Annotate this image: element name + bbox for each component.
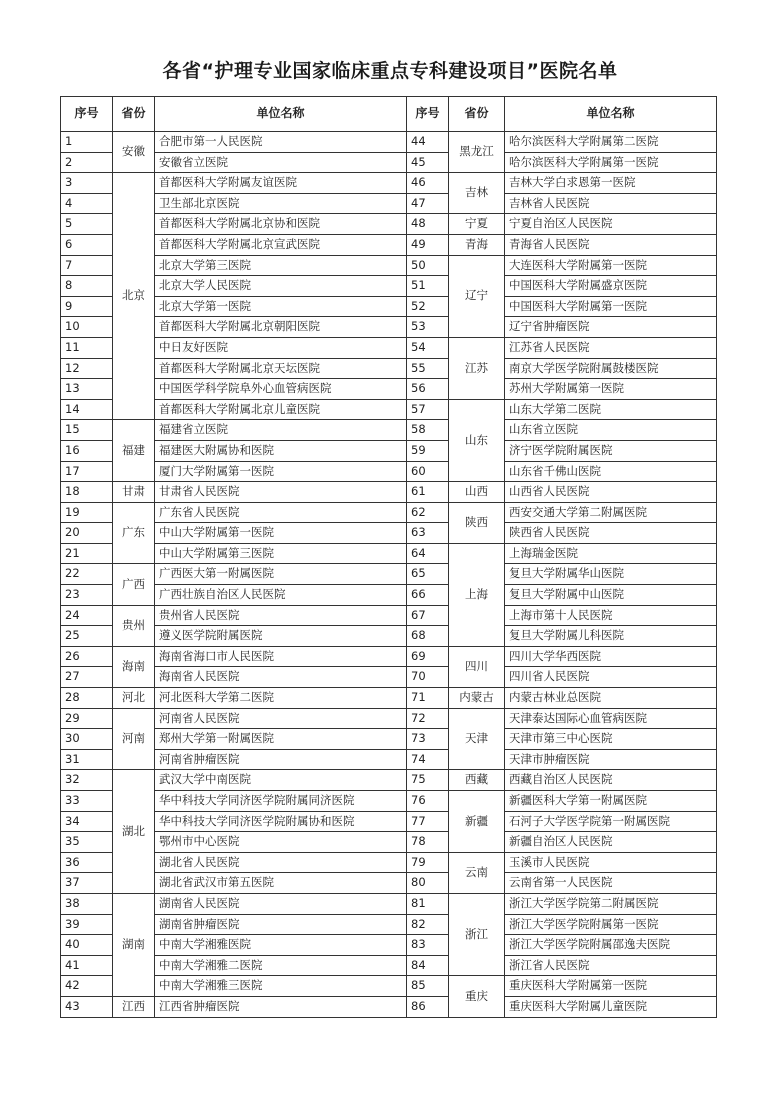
hospital-name: 甘肃省人民医院 xyxy=(155,482,407,503)
row-number: 3 xyxy=(61,173,113,194)
row-number: 4 xyxy=(61,193,113,214)
hospital-name: 复旦大学附属中山医院 xyxy=(505,585,717,606)
row-number: 22 xyxy=(61,564,113,585)
hospital-name: 天津泰达国际心血管病医院 xyxy=(505,708,717,729)
province-cell: 海南 xyxy=(113,646,155,687)
row-number: 6 xyxy=(61,234,113,255)
row-number: 56 xyxy=(407,379,449,400)
row-number: 12 xyxy=(61,358,113,379)
row-number: 14 xyxy=(61,399,113,420)
hospital-name: 湖南省人民医院 xyxy=(155,893,407,914)
row-number: 86 xyxy=(407,996,449,1017)
row-number: 31 xyxy=(61,749,113,770)
hospital-name: 济宁医学院附属医院 xyxy=(505,440,717,461)
province-cell: 天津 xyxy=(449,708,505,770)
hospital-name: 海南省海口市人民医院 xyxy=(155,646,407,667)
table-row xyxy=(61,543,717,564)
hospital-name: 吉林大学白求恩第一医院 xyxy=(505,173,717,194)
hospital-name: 辽宁省肿瘤医院 xyxy=(505,317,717,338)
province-cell: 湖北 xyxy=(113,770,155,894)
hospital-name: 天津市第三中心医院 xyxy=(505,729,717,750)
table-row xyxy=(61,440,717,461)
hospital-name: 安徽省立医院 xyxy=(155,152,407,173)
row-number: 65 xyxy=(407,564,449,585)
table-row xyxy=(61,749,717,770)
hospital-name: 吉林省人民医院 xyxy=(505,193,717,214)
row-number: 66 xyxy=(407,585,449,606)
hospital-name: 哈尔滨医科大学附属第二医院 xyxy=(505,132,717,153)
row-number: 21 xyxy=(61,543,113,564)
hospital-name: 中国医科大学附属盛京医院 xyxy=(505,276,717,297)
hospital-name: 北京大学第三医院 xyxy=(155,255,407,276)
row-number: 63 xyxy=(407,523,449,544)
hospital-name: 中南大学湘雅三医院 xyxy=(155,976,407,997)
row-number: 58 xyxy=(407,420,449,441)
hospital-name: 重庆医科大学附属儿童医院 xyxy=(505,996,717,1017)
row-number: 54 xyxy=(407,337,449,358)
row-number: 67 xyxy=(407,605,449,626)
table-row xyxy=(61,399,717,420)
row-number: 84 xyxy=(407,955,449,976)
hospital-name: 上海瑞金医院 xyxy=(505,543,717,564)
province-cell: 江苏 xyxy=(449,337,505,399)
table-row xyxy=(61,688,717,709)
row-number: 78 xyxy=(407,832,449,853)
table-row xyxy=(61,296,717,317)
table-row xyxy=(61,605,717,626)
hospital-name: 山东省千佛山医院 xyxy=(505,461,717,482)
table-row xyxy=(61,379,717,400)
hospital-name: 南京大学医学院附属鼓楼医院 xyxy=(505,358,717,379)
province-cell: 辽宁 xyxy=(449,255,505,337)
table-row xyxy=(61,482,717,503)
province-cell: 湖南 xyxy=(113,893,155,996)
province-cell: 内蒙古 xyxy=(449,688,505,709)
hospital-name: 首都医科大学附属北京儿童医院 xyxy=(155,399,407,420)
table-row xyxy=(61,893,717,914)
row-number: 60 xyxy=(407,461,449,482)
province-cell: 青海 xyxy=(449,234,505,255)
hospital-name: 广西壮族自治区人民医院 xyxy=(155,585,407,606)
header-name-left: 单位名称 xyxy=(155,97,407,132)
table-row xyxy=(61,358,717,379)
row-number: 44 xyxy=(407,132,449,153)
table-row xyxy=(61,214,717,235)
row-number: 46 xyxy=(407,173,449,194)
row-number: 45 xyxy=(407,152,449,173)
hospital-name: 贵州省人民医院 xyxy=(155,605,407,626)
row-number: 64 xyxy=(407,543,449,564)
header-name-right: 单位名称 xyxy=(505,97,717,132)
header-num-left: 序号 xyxy=(61,97,113,132)
table-row xyxy=(61,420,717,441)
row-number: 42 xyxy=(61,976,113,997)
table-row xyxy=(61,276,717,297)
header-province-left: 省份 xyxy=(113,97,155,132)
row-number: 83 xyxy=(407,935,449,956)
row-number: 71 xyxy=(407,688,449,709)
province-cell: 山东 xyxy=(449,399,505,481)
table-row xyxy=(61,193,717,214)
province-cell: 河南 xyxy=(113,708,155,770)
row-number: 15 xyxy=(61,420,113,441)
table-row xyxy=(61,626,717,647)
hospital-name: 青海省人民医院 xyxy=(505,234,717,255)
hospital-name: 中国医学科学院阜外心血管病医院 xyxy=(155,379,407,400)
table-row xyxy=(61,523,717,544)
hospital-name: 大连医科大学附属第一医院 xyxy=(505,255,717,276)
table-row xyxy=(61,708,717,729)
table-row xyxy=(61,832,717,853)
row-number: 13 xyxy=(61,379,113,400)
row-number: 35 xyxy=(61,832,113,853)
hospital-name: 新疆自治区人民医院 xyxy=(505,832,717,853)
row-number: 9 xyxy=(61,296,113,317)
row-number: 29 xyxy=(61,708,113,729)
province-cell: 福建 xyxy=(113,420,155,482)
province-cell: 江西 xyxy=(113,996,155,1017)
row-number: 24 xyxy=(61,605,113,626)
row-number: 39 xyxy=(61,914,113,935)
row-number: 69 xyxy=(407,646,449,667)
row-number: 81 xyxy=(407,893,449,914)
hospital-name: 复旦大学附属儿科医院 xyxy=(505,626,717,647)
hospital-name: 浙江大学医学院附属邵逸夫医院 xyxy=(505,935,717,956)
province-cell: 新疆 xyxy=(449,791,505,853)
hospital-name: 宁夏自治区人民医院 xyxy=(505,214,717,235)
hospital-table xyxy=(60,96,717,1018)
hospital-name: 四川省人民医院 xyxy=(505,667,717,688)
row-number: 19 xyxy=(61,502,113,523)
row-number: 48 xyxy=(407,214,449,235)
hospital-name: 福建医大附属协和医院 xyxy=(155,440,407,461)
row-number: 16 xyxy=(61,440,113,461)
row-number: 53 xyxy=(407,317,449,338)
hospital-name: 华中科技大学同济医学院附属协和医院 xyxy=(155,811,407,832)
hospital-name: 江苏省人民医院 xyxy=(505,337,717,358)
table-row xyxy=(61,564,717,585)
row-number: 62 xyxy=(407,502,449,523)
row-number: 30 xyxy=(61,729,113,750)
hospital-name: 首都医科大学附属北京协和医院 xyxy=(155,214,407,235)
province-cell: 云南 xyxy=(449,852,505,893)
hospital-name: 江西省肿瘤医院 xyxy=(155,996,407,1017)
row-number: 82 xyxy=(407,914,449,935)
hospital-name: 广东省人民医院 xyxy=(155,502,407,523)
hospital-name: 湖北省武汉市第五医院 xyxy=(155,873,407,894)
table-body xyxy=(61,132,717,1018)
row-number: 1 xyxy=(61,132,113,153)
hospital-name: 哈尔滨医科大学附属第一医院 xyxy=(505,152,717,173)
hospital-name: 福建省立医院 xyxy=(155,420,407,441)
row-number: 59 xyxy=(407,440,449,461)
row-number: 61 xyxy=(407,482,449,503)
hospital-name: 湖北省人民医院 xyxy=(155,852,407,873)
row-number: 5 xyxy=(61,214,113,235)
province-cell: 重庆 xyxy=(449,976,505,1017)
table-row xyxy=(61,873,717,894)
province-cell: 甘肃 xyxy=(113,482,155,503)
province-cell: 上海 xyxy=(449,543,505,646)
province-cell: 河北 xyxy=(113,688,155,709)
hospital-name: 华中科技大学同济医学院附属同济医院 xyxy=(155,791,407,812)
row-number: 23 xyxy=(61,585,113,606)
table-row xyxy=(61,585,717,606)
hospital-name: 合肥市第一人民医院 xyxy=(155,132,407,153)
province-cell: 安徽 xyxy=(113,132,155,173)
province-cell: 宁夏 xyxy=(449,214,505,235)
row-number: 33 xyxy=(61,791,113,812)
table-row xyxy=(61,811,717,832)
row-number: 38 xyxy=(61,893,113,914)
province-cell: 陕西 xyxy=(449,502,505,543)
row-number: 18 xyxy=(61,482,113,503)
hospital-name: 遵义医学院附属医院 xyxy=(155,626,407,647)
hospital-name: 云南省第一人民医院 xyxy=(505,873,717,894)
row-number: 20 xyxy=(61,523,113,544)
table-row xyxy=(61,791,717,812)
row-number: 72 xyxy=(407,708,449,729)
hospital-name: 中南大学湘雅二医院 xyxy=(155,955,407,976)
row-number: 85 xyxy=(407,976,449,997)
row-number: 50 xyxy=(407,255,449,276)
hospital-name: 山东省立医院 xyxy=(505,420,717,441)
page-title: 各省“护理专业国家临床重点专科建设项目”医院名单 xyxy=(162,60,618,82)
row-number: 37 xyxy=(61,873,113,894)
hospital-name: 中南大学湘雅医院 xyxy=(155,935,407,956)
table-row xyxy=(61,955,717,976)
hospital-name: 湖南省肿瘤医院 xyxy=(155,914,407,935)
table-row xyxy=(61,729,717,750)
hospital-name: 浙江省人民医院 xyxy=(505,955,717,976)
table-row xyxy=(61,502,717,523)
hospital-name: 卫生部北京医院 xyxy=(155,193,407,214)
row-number: 52 xyxy=(407,296,449,317)
row-number: 10 xyxy=(61,317,113,338)
table-row xyxy=(61,976,717,997)
hospital-name: 复旦大学附属华山医院 xyxy=(505,564,717,585)
row-number: 27 xyxy=(61,667,113,688)
hospital-name: 中山大学附属第三医院 xyxy=(155,543,407,564)
hospital-name: 四川大学华西医院 xyxy=(505,646,717,667)
hospital-name: 河南省肿瘤医院 xyxy=(155,749,407,770)
row-number: 25 xyxy=(61,626,113,647)
province-cell: 黑龙江 xyxy=(449,132,505,173)
row-number: 68 xyxy=(407,626,449,647)
header-province-right: 省份 xyxy=(449,97,505,132)
province-cell: 山西 xyxy=(449,482,505,503)
province-cell: 贵州 xyxy=(113,605,155,646)
hospital-name: 浙江大学医学院第二附属医院 xyxy=(505,893,717,914)
table-row xyxy=(61,996,717,1017)
hospital-name: 玉溪市人民医院 xyxy=(505,852,717,873)
row-number: 11 xyxy=(61,337,113,358)
hospital-name: 海南省人民医院 xyxy=(155,667,407,688)
hospital-name: 上海市第十人民医院 xyxy=(505,605,717,626)
row-number: 17 xyxy=(61,461,113,482)
table-row xyxy=(61,852,717,873)
hospital-name: 中国医科大学附属第一医院 xyxy=(505,296,717,317)
hospital-name: 天津市肿瘤医院 xyxy=(505,749,717,770)
row-number: 7 xyxy=(61,255,113,276)
table-row xyxy=(61,646,717,667)
province-cell: 浙江 xyxy=(449,893,505,975)
hospital-name: 中山大学附属第一医院 xyxy=(155,523,407,544)
hospital-name: 新疆医科大学第一附属医院 xyxy=(505,791,717,812)
table-row xyxy=(61,152,717,173)
province-cell: 四川 xyxy=(449,646,505,687)
hospital-name: 苏州大学附属第一医院 xyxy=(505,379,717,400)
hospital-name: 首都医科大学附属北京宣武医院 xyxy=(155,234,407,255)
row-number: 74 xyxy=(407,749,449,770)
row-number: 77 xyxy=(407,811,449,832)
province-cell: 西藏 xyxy=(449,770,505,791)
row-number: 2 xyxy=(61,152,113,173)
row-number: 75 xyxy=(407,770,449,791)
row-number: 57 xyxy=(407,399,449,420)
table-row xyxy=(61,337,717,358)
province-cell: 吉林 xyxy=(449,173,505,214)
row-number: 36 xyxy=(61,852,113,873)
hospital-name: 西安交通大学第二附属医院 xyxy=(505,502,717,523)
table-row xyxy=(61,461,717,482)
hospital-name: 鄂州市中心医院 xyxy=(155,832,407,853)
hospital-name: 武汉大学中南医院 xyxy=(155,770,407,791)
province-cell: 北京 xyxy=(113,173,155,420)
row-number: 41 xyxy=(61,955,113,976)
hospital-name: 河北医科大学第二医院 xyxy=(155,688,407,709)
hospital-name: 石河子大学医学院第一附属医院 xyxy=(505,811,717,832)
hospital-name: 中日友好医院 xyxy=(155,337,407,358)
row-number: 34 xyxy=(61,811,113,832)
row-number: 70 xyxy=(407,667,449,688)
table-row xyxy=(61,234,717,255)
hospital-name: 首都医科大学附属友谊医院 xyxy=(155,173,407,194)
table-row xyxy=(61,132,717,153)
row-number: 26 xyxy=(61,646,113,667)
hospital-name: 河南省人民医院 xyxy=(155,708,407,729)
row-number: 43 xyxy=(61,996,113,1017)
table-row xyxy=(61,667,717,688)
row-number: 55 xyxy=(407,358,449,379)
row-number: 47 xyxy=(407,193,449,214)
hospital-name: 陕西省人民医院 xyxy=(505,523,717,544)
table-row xyxy=(61,914,717,935)
hospital-name: 山西省人民医院 xyxy=(505,482,717,503)
row-number: 32 xyxy=(61,770,113,791)
header-row xyxy=(61,97,717,132)
hospital-name: 首都医科大学附属北京天坛医院 xyxy=(155,358,407,379)
hospital-name: 山东大学第二医院 xyxy=(505,399,717,420)
row-number: 73 xyxy=(407,729,449,750)
hospital-name: 内蒙古林业总医院 xyxy=(505,688,717,709)
hospital-name: 厦门大学附属第一医院 xyxy=(155,461,407,482)
hospital-name: 首都医科大学附属北京朝阳医院 xyxy=(155,317,407,338)
row-number: 8 xyxy=(61,276,113,297)
table-row xyxy=(61,173,717,194)
row-number: 49 xyxy=(407,234,449,255)
hospital-name: 北京大学第一医院 xyxy=(155,296,407,317)
row-number: 79 xyxy=(407,852,449,873)
hospital-name: 西藏自治区人民医院 xyxy=(505,770,717,791)
header-num-right: 序号 xyxy=(407,97,449,132)
province-cell: 广东 xyxy=(113,502,155,564)
hospital-name: 郑州大学第一附属医院 xyxy=(155,729,407,750)
hospital-name: 广西医大第一附属医院 xyxy=(155,564,407,585)
hospital-name: 重庆医科大学附属第一医院 xyxy=(505,976,717,997)
row-number: 76 xyxy=(407,791,449,812)
table-row xyxy=(61,935,717,956)
hospital-name: 浙江大学医学院附属第一医院 xyxy=(505,914,717,935)
table-row xyxy=(61,255,717,276)
row-number: 40 xyxy=(61,935,113,956)
table-row xyxy=(61,317,717,338)
row-number: 28 xyxy=(61,688,113,709)
hospital-name: 北京大学人民医院 xyxy=(155,276,407,297)
province-cell: 广西 xyxy=(113,564,155,605)
row-number: 80 xyxy=(407,873,449,894)
row-number: 51 xyxy=(407,276,449,297)
table-row xyxy=(61,770,717,791)
